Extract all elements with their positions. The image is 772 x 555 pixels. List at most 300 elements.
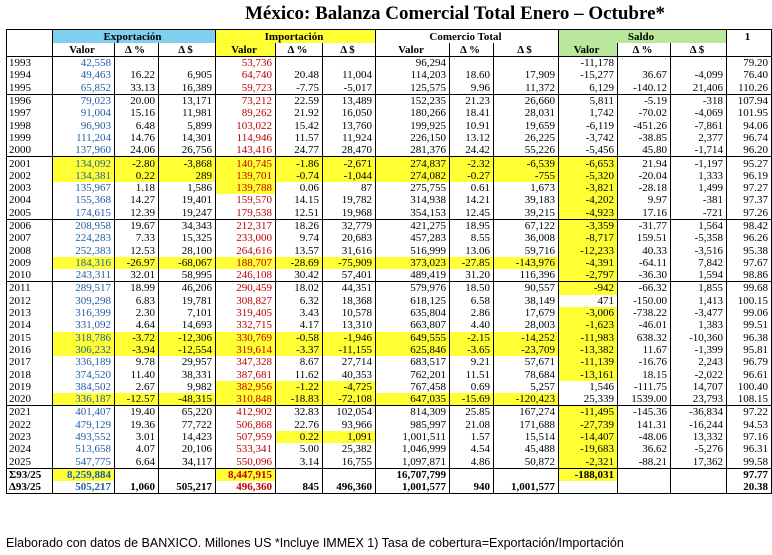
iv-cell: 496,360	[216, 481, 276, 494]
ev-cell: 336,189	[53, 356, 115, 368]
ep-cell: 12.53	[115, 244, 159, 256]
year-cell: 2025	[7, 456, 53, 469]
year-cell: 2001	[7, 157, 53, 170]
ip-cell: 9.74	[276, 232, 323, 244]
sp-cell: 1539.00	[618, 393, 671, 406]
year-cell: 2019	[7, 381, 53, 393]
table-row	[7, 244, 772, 256]
cov-cell: 96.38	[727, 332, 772, 344]
table-row	[7, 144, 772, 157]
ep-cell: 14.76	[115, 132, 159, 144]
cp-cell: 18.60	[450, 69, 494, 81]
cv-cell: 683,517	[376, 356, 450, 368]
sp-cell: -46.01	[618, 319, 671, 331]
ip-cell: 15.42	[276, 119, 323, 131]
table-row	[7, 219, 772, 232]
balance-pct-header: Δ %	[618, 43, 671, 57]
cp-cell: 9.21	[450, 356, 494, 368]
sd-cell: 1,855	[671, 282, 727, 295]
ev-cell: 137,960	[53, 144, 115, 157]
sd-cell: -1,197	[671, 157, 727, 170]
table-row	[7, 194, 772, 206]
ed-cell: 34,117	[159, 456, 216, 469]
cv-cell: 489,419	[376, 269, 450, 282]
ip-cell: 12.51	[276, 207, 323, 220]
ed-cell: 14,693	[159, 319, 216, 331]
sv-cell: -8,717	[559, 232, 618, 244]
table-row	[7, 170, 772, 182]
cd-cell: 55,226	[494, 144, 559, 157]
year-cell: 2011	[7, 282, 53, 295]
cp-cell: 11.51	[450, 368, 494, 380]
iv-cell: 412,902	[216, 406, 276, 419]
sp-cell: -738.22	[618, 307, 671, 319]
ip-cell: 8.67	[276, 356, 323, 368]
group-header-row	[7, 30, 772, 44]
iv-cell: 140,745	[216, 157, 276, 170]
year-cell: 1999	[7, 132, 53, 144]
cp-cell: 4.86	[450, 456, 494, 469]
ip-cell: -3.37	[276, 344, 323, 356]
sd-cell	[671, 57, 727, 70]
sd-cell: -4,099	[671, 69, 727, 81]
sv-cell: -6,119	[559, 119, 618, 131]
cov-cell: 99.51	[727, 319, 772, 331]
ev-cell: 49,463	[53, 69, 115, 81]
table-row	[7, 393, 772, 406]
ip-cell: 11.57	[276, 132, 323, 144]
sv-cell: -5,320	[559, 170, 618, 182]
coverage-header: 1	[727, 30, 772, 44]
table-row	[7, 94, 772, 107]
corner-cell	[7, 30, 53, 44]
ev-cell: 65,852	[53, 82, 115, 95]
sp-cell: -5.19	[618, 94, 671, 107]
sp-cell: -31.77	[618, 219, 671, 232]
cov-cell: 108.15	[727, 393, 772, 406]
sd-cell: -721	[671, 207, 727, 220]
cov-cell: 107.94	[727, 94, 772, 107]
cp-cell: 13.12	[450, 132, 494, 144]
cd-cell: 11,372	[494, 82, 559, 95]
id-cell: 1,091	[323, 431, 376, 443]
cv-cell: 618,125	[376, 295, 450, 307]
ep-cell: 6.83	[115, 295, 159, 307]
table-row	[7, 468, 772, 481]
balance-value-header: Valor	[559, 43, 618, 57]
cov-cell: 110.26	[727, 82, 772, 95]
ev-cell: 135,967	[53, 182, 115, 194]
table-row	[7, 182, 772, 194]
ev-cell: 479,129	[53, 419, 115, 431]
table-row	[7, 419, 772, 431]
ed-cell: 1,586	[159, 182, 216, 194]
ed-cell: -68,067	[159, 257, 216, 269]
import-usd-header: Δ $	[323, 43, 376, 57]
ep-cell: -3.94	[115, 344, 159, 356]
id-cell: 32,779	[323, 219, 376, 232]
cp-cell: 0.61	[450, 182, 494, 194]
cov-cell: 96.31	[727, 443, 772, 455]
ip-cell: 3.14	[276, 456, 323, 469]
cv-cell: 649,555	[376, 332, 450, 344]
ep-cell: 19.40	[115, 406, 159, 419]
cov-cell: 76.40	[727, 69, 772, 81]
cv-cell: 226,150	[376, 132, 450, 144]
cov-cell: 101.95	[727, 107, 772, 119]
cv-cell: 199,925	[376, 119, 450, 131]
year-cell: 2002	[7, 170, 53, 182]
cd-cell: 38,149	[494, 295, 559, 307]
id-cell: 496,360	[323, 481, 376, 494]
cv-cell: 1,097,871	[376, 456, 450, 469]
year-cell: 1994	[7, 69, 53, 81]
ev-cell: 513,658	[53, 443, 115, 455]
sv-cell: -11,983	[559, 332, 618, 344]
sv-cell: -188,031	[559, 468, 618, 481]
sp-cell: -48.06	[618, 431, 671, 443]
id-cell: 87	[323, 182, 376, 194]
table-row	[7, 207, 772, 220]
ed-cell: -48,315	[159, 393, 216, 406]
sp-cell	[618, 57, 671, 70]
sp-cell: 18.15	[618, 368, 671, 380]
ev-cell: 174,615	[53, 207, 115, 220]
sd-cell: 13,332	[671, 431, 727, 443]
cov-cell: 99.68	[727, 282, 772, 295]
id-cell: 16,755	[323, 456, 376, 469]
import-pct-header: Δ %	[276, 43, 323, 57]
table-row	[7, 307, 772, 319]
sd-cell: -381	[671, 194, 727, 206]
cp-cell: 10.91	[450, 119, 494, 131]
cp-cell: -2.32	[450, 157, 494, 170]
iv-cell: 179,538	[216, 207, 276, 220]
cv-cell: 125,575	[376, 82, 450, 95]
year-cell: 1993	[7, 57, 53, 70]
cd-cell: 39,215	[494, 207, 559, 220]
cv-cell: 579,976	[376, 282, 450, 295]
sp-cell: 36.67	[618, 69, 671, 81]
sv-cell: -6,653	[559, 157, 618, 170]
sv-cell: -2,797	[559, 269, 618, 282]
year-cell: 2016	[7, 344, 53, 356]
export-pct-header: Δ %	[115, 43, 159, 57]
id-cell: 40,353	[323, 368, 376, 380]
year-cell: 2022	[7, 419, 53, 431]
iv-cell: 347,328	[216, 356, 276, 368]
id-cell	[323, 468, 376, 481]
id-cell: 11,004	[323, 69, 376, 81]
trade-value-header: Valor	[376, 43, 450, 57]
ev-cell: 8,259,884	[53, 468, 115, 481]
iv-cell: 114,946	[216, 132, 276, 144]
iv-cell: 506,868	[216, 419, 276, 431]
year-cell: 1998	[7, 119, 53, 131]
id-cell: 13,489	[323, 94, 376, 107]
ip-cell: 13.57	[276, 244, 323, 256]
id-cell: 57,401	[323, 269, 376, 282]
sp-cell: 159.51	[618, 232, 671, 244]
id-cell: -5,017	[323, 82, 376, 95]
sp-cell: 638.32	[618, 332, 671, 344]
ed-cell: 16,389	[159, 82, 216, 95]
ep-cell: 2.30	[115, 307, 159, 319]
table-row	[7, 157, 772, 170]
cp-cell	[450, 468, 494, 481]
id-cell: -4,725	[323, 381, 376, 393]
ed-cell: 5,899	[159, 119, 216, 131]
ep-cell: 15.16	[115, 107, 159, 119]
table-row	[7, 69, 772, 81]
cv-cell: 354,153	[376, 207, 450, 220]
export-group-header: Exportación	[53, 30, 216, 44]
ed-cell: 29,957	[159, 356, 216, 368]
cd-cell: 28,031	[494, 107, 559, 119]
year-cell: 2012	[7, 295, 53, 307]
ev-cell: 96,903	[53, 119, 115, 131]
sv-cell: -4,391	[559, 257, 618, 269]
balance-usd-header: Δ $	[671, 43, 727, 57]
sp-cell: 21.94	[618, 157, 671, 170]
sp-cell: -16.76	[618, 356, 671, 368]
cd-cell: 28,003	[494, 319, 559, 331]
ep-cell: 19.67	[115, 219, 159, 232]
year-cell: Σ93/25	[7, 468, 53, 481]
ev-cell: 252,383	[53, 244, 115, 256]
ev-cell: 111,204	[53, 132, 115, 144]
cv-cell: 635,804	[376, 307, 450, 319]
year-cell: 2006	[7, 219, 53, 232]
ip-cell: 30.42	[276, 269, 323, 282]
ep-cell	[115, 468, 159, 481]
ip-cell: -28.69	[276, 257, 323, 269]
iv-cell: 188,707	[216, 257, 276, 269]
table-row	[7, 344, 772, 356]
ed-cell	[159, 57, 216, 70]
cov-cell: 97.37	[727, 194, 772, 206]
ev-cell: 91,004	[53, 107, 115, 119]
ep-cell: -3.72	[115, 332, 159, 344]
id-cell: 18,368	[323, 295, 376, 307]
ep-cell: 33.13	[115, 82, 159, 95]
ip-cell: 14.15	[276, 194, 323, 206]
ed-cell: 9,982	[159, 381, 216, 393]
cp-cell: 25.85	[450, 406, 494, 419]
ep-cell: 14.27	[115, 194, 159, 206]
id-cell: 13,310	[323, 319, 376, 331]
balance-group-header: Saldo	[559, 30, 727, 44]
iv-cell: 310,848	[216, 393, 276, 406]
ev-cell: 184,316	[53, 257, 115, 269]
id-cell	[323, 57, 376, 70]
ed-cell: 15,325	[159, 232, 216, 244]
sp-cell: 36.62	[618, 443, 671, 455]
cv-cell: 1,046,999	[376, 443, 450, 455]
ed-cell: 38,331	[159, 368, 216, 380]
cv-cell: 314,938	[376, 194, 450, 206]
table-row	[7, 406, 772, 419]
export-usd-header: Δ $	[159, 43, 216, 57]
sd-cell: 2,377	[671, 132, 727, 144]
cv-cell: 373,023	[376, 257, 450, 269]
year-cell: 2015	[7, 332, 53, 344]
cp-cell: 4.40	[450, 319, 494, 331]
cov-cell: 95.81	[727, 344, 772, 356]
cv-cell: 16,707,799	[376, 468, 450, 481]
cv-cell: 281,376	[376, 144, 450, 157]
ip-cell: 3.43	[276, 307, 323, 319]
sv-cell: -5,456	[559, 144, 618, 157]
sv-cell: -12,233	[559, 244, 618, 256]
cv-cell: 152,235	[376, 94, 450, 107]
sp-cell: 9.97	[618, 194, 671, 206]
sd-cell: -318	[671, 94, 727, 107]
cd-cell: -6,539	[494, 157, 559, 170]
id-cell: 25,382	[323, 443, 376, 455]
id-cell: -75,909	[323, 257, 376, 269]
iv-cell: 550,096	[216, 456, 276, 469]
table-row	[7, 282, 772, 295]
cv-cell: 96,294	[376, 57, 450, 70]
sd-cell: -3,516	[671, 244, 727, 256]
ev-cell: 224,283	[53, 232, 115, 244]
ev-cell: 306,232	[53, 344, 115, 356]
iv-cell: 387,681	[216, 368, 276, 380]
year-cell: 2021	[7, 406, 53, 419]
sv-cell: 471	[559, 295, 618, 307]
id-cell: 27,714	[323, 356, 376, 368]
ev-cell: 243,311	[53, 269, 115, 282]
ed-cell: 58,995	[159, 269, 216, 282]
ed-cell: -12,554	[159, 344, 216, 356]
cv-cell: 1,001,511	[376, 431, 450, 443]
cov-cell: 20.38	[727, 481, 772, 494]
ed-cell: 28,100	[159, 244, 216, 256]
ed-cell: 14,301	[159, 132, 216, 144]
sv-cell: -27,739	[559, 419, 618, 431]
iv-cell: 143,416	[216, 144, 276, 157]
sp-cell: 11.67	[618, 344, 671, 356]
year-cell: 2018	[7, 368, 53, 380]
cov-cell: 97.22	[727, 406, 772, 419]
cv-cell: 457,283	[376, 232, 450, 244]
ep-cell: -26.97	[115, 257, 159, 269]
cov-cell: 79.20	[727, 57, 772, 70]
ed-cell: 19,781	[159, 295, 216, 307]
sv-cell: -3,006	[559, 307, 618, 319]
cp-cell: 18.41	[450, 107, 494, 119]
ep-cell: 0.22	[115, 170, 159, 182]
iv-cell: 290,459	[216, 282, 276, 295]
cv-cell: 274,837	[376, 157, 450, 170]
year-cell: 1997	[7, 107, 53, 119]
coverage-sub-header	[727, 43, 772, 57]
ep-cell	[115, 57, 159, 70]
year-cell: 2004	[7, 194, 53, 206]
ev-cell: 208,958	[53, 219, 115, 232]
id-cell: 93,966	[323, 419, 376, 431]
iv-cell: 507,959	[216, 431, 276, 443]
ip-cell: 20.48	[276, 69, 323, 81]
id-cell: 20,683	[323, 232, 376, 244]
sv-cell: -3,821	[559, 182, 618, 194]
ep-cell: 19.36	[115, 419, 159, 431]
trade-balance-table	[6, 29, 772, 494]
corner-cell	[7, 43, 53, 57]
ip-cell: -0.74	[276, 170, 323, 182]
ev-cell: 336,187	[53, 393, 115, 406]
cv-cell: 663,807	[376, 319, 450, 331]
ep-cell: 1,060	[115, 481, 159, 494]
iv-cell: 212,317	[216, 219, 276, 232]
ed-cell: 6,905	[159, 69, 216, 81]
cp-cell	[450, 57, 494, 70]
id-cell: 13,760	[323, 119, 376, 131]
cp-cell: 6.58	[450, 295, 494, 307]
table-row	[7, 368, 772, 380]
ep-cell: 7.33	[115, 232, 159, 244]
ev-cell: 42,558	[53, 57, 115, 70]
sv-cell: -13,382	[559, 344, 618, 356]
id-cell: 28,470	[323, 144, 376, 157]
ip-cell: 18.02	[276, 282, 323, 295]
sp-cell: -88.21	[618, 456, 671, 469]
ed-cell: 26,756	[159, 144, 216, 157]
iv-cell: 264,616	[216, 244, 276, 256]
cov-cell: 97.16	[727, 431, 772, 443]
ep-cell: 4.64	[115, 319, 159, 331]
iv-cell: 139,788	[216, 182, 276, 194]
ev-cell: 401,407	[53, 406, 115, 419]
table-row	[7, 332, 772, 344]
sv-cell: 25,339	[559, 393, 618, 406]
ed-cell: 19,401	[159, 194, 216, 206]
cv-cell: 516,999	[376, 244, 450, 256]
id-cell: -72,108	[323, 393, 376, 406]
cd-cell: 1,673	[494, 182, 559, 194]
ip-cell: -18.83	[276, 393, 323, 406]
cov-cell: 97.67	[727, 257, 772, 269]
iv-cell: 533,341	[216, 443, 276, 455]
cp-cell: 0.69	[450, 381, 494, 393]
cp-cell: 31.20	[450, 269, 494, 282]
table-row	[7, 356, 772, 368]
trade-pct-header: Δ %	[450, 43, 494, 57]
trade-total-group-header: Comercio Total	[376, 30, 559, 44]
cov-cell: 95.27	[727, 157, 772, 170]
sp-cell: 40.33	[618, 244, 671, 256]
sd-cell: -4,069	[671, 107, 727, 119]
ed-cell: 11,981	[159, 107, 216, 119]
cov-cell: 96.26	[727, 232, 772, 244]
sv-cell: 5,811	[559, 94, 618, 107]
table-body	[7, 57, 772, 494]
ep-cell: -12.57	[115, 393, 159, 406]
sv-cell: -2,321	[559, 456, 618, 469]
cov-cell: 98.86	[727, 269, 772, 282]
sd-cell: -7,861	[671, 119, 727, 131]
sd-cell: -5,276	[671, 443, 727, 455]
ed-cell: -3,868	[159, 157, 216, 170]
sp-cell: -451.26	[618, 119, 671, 131]
cd-cell: -755	[494, 170, 559, 182]
sp-cell: -64.11	[618, 257, 671, 269]
sd-cell: 1,383	[671, 319, 727, 331]
year-cell: 1995	[7, 82, 53, 95]
cv-cell: 1,001,577	[376, 481, 450, 494]
table-row	[7, 107, 772, 119]
